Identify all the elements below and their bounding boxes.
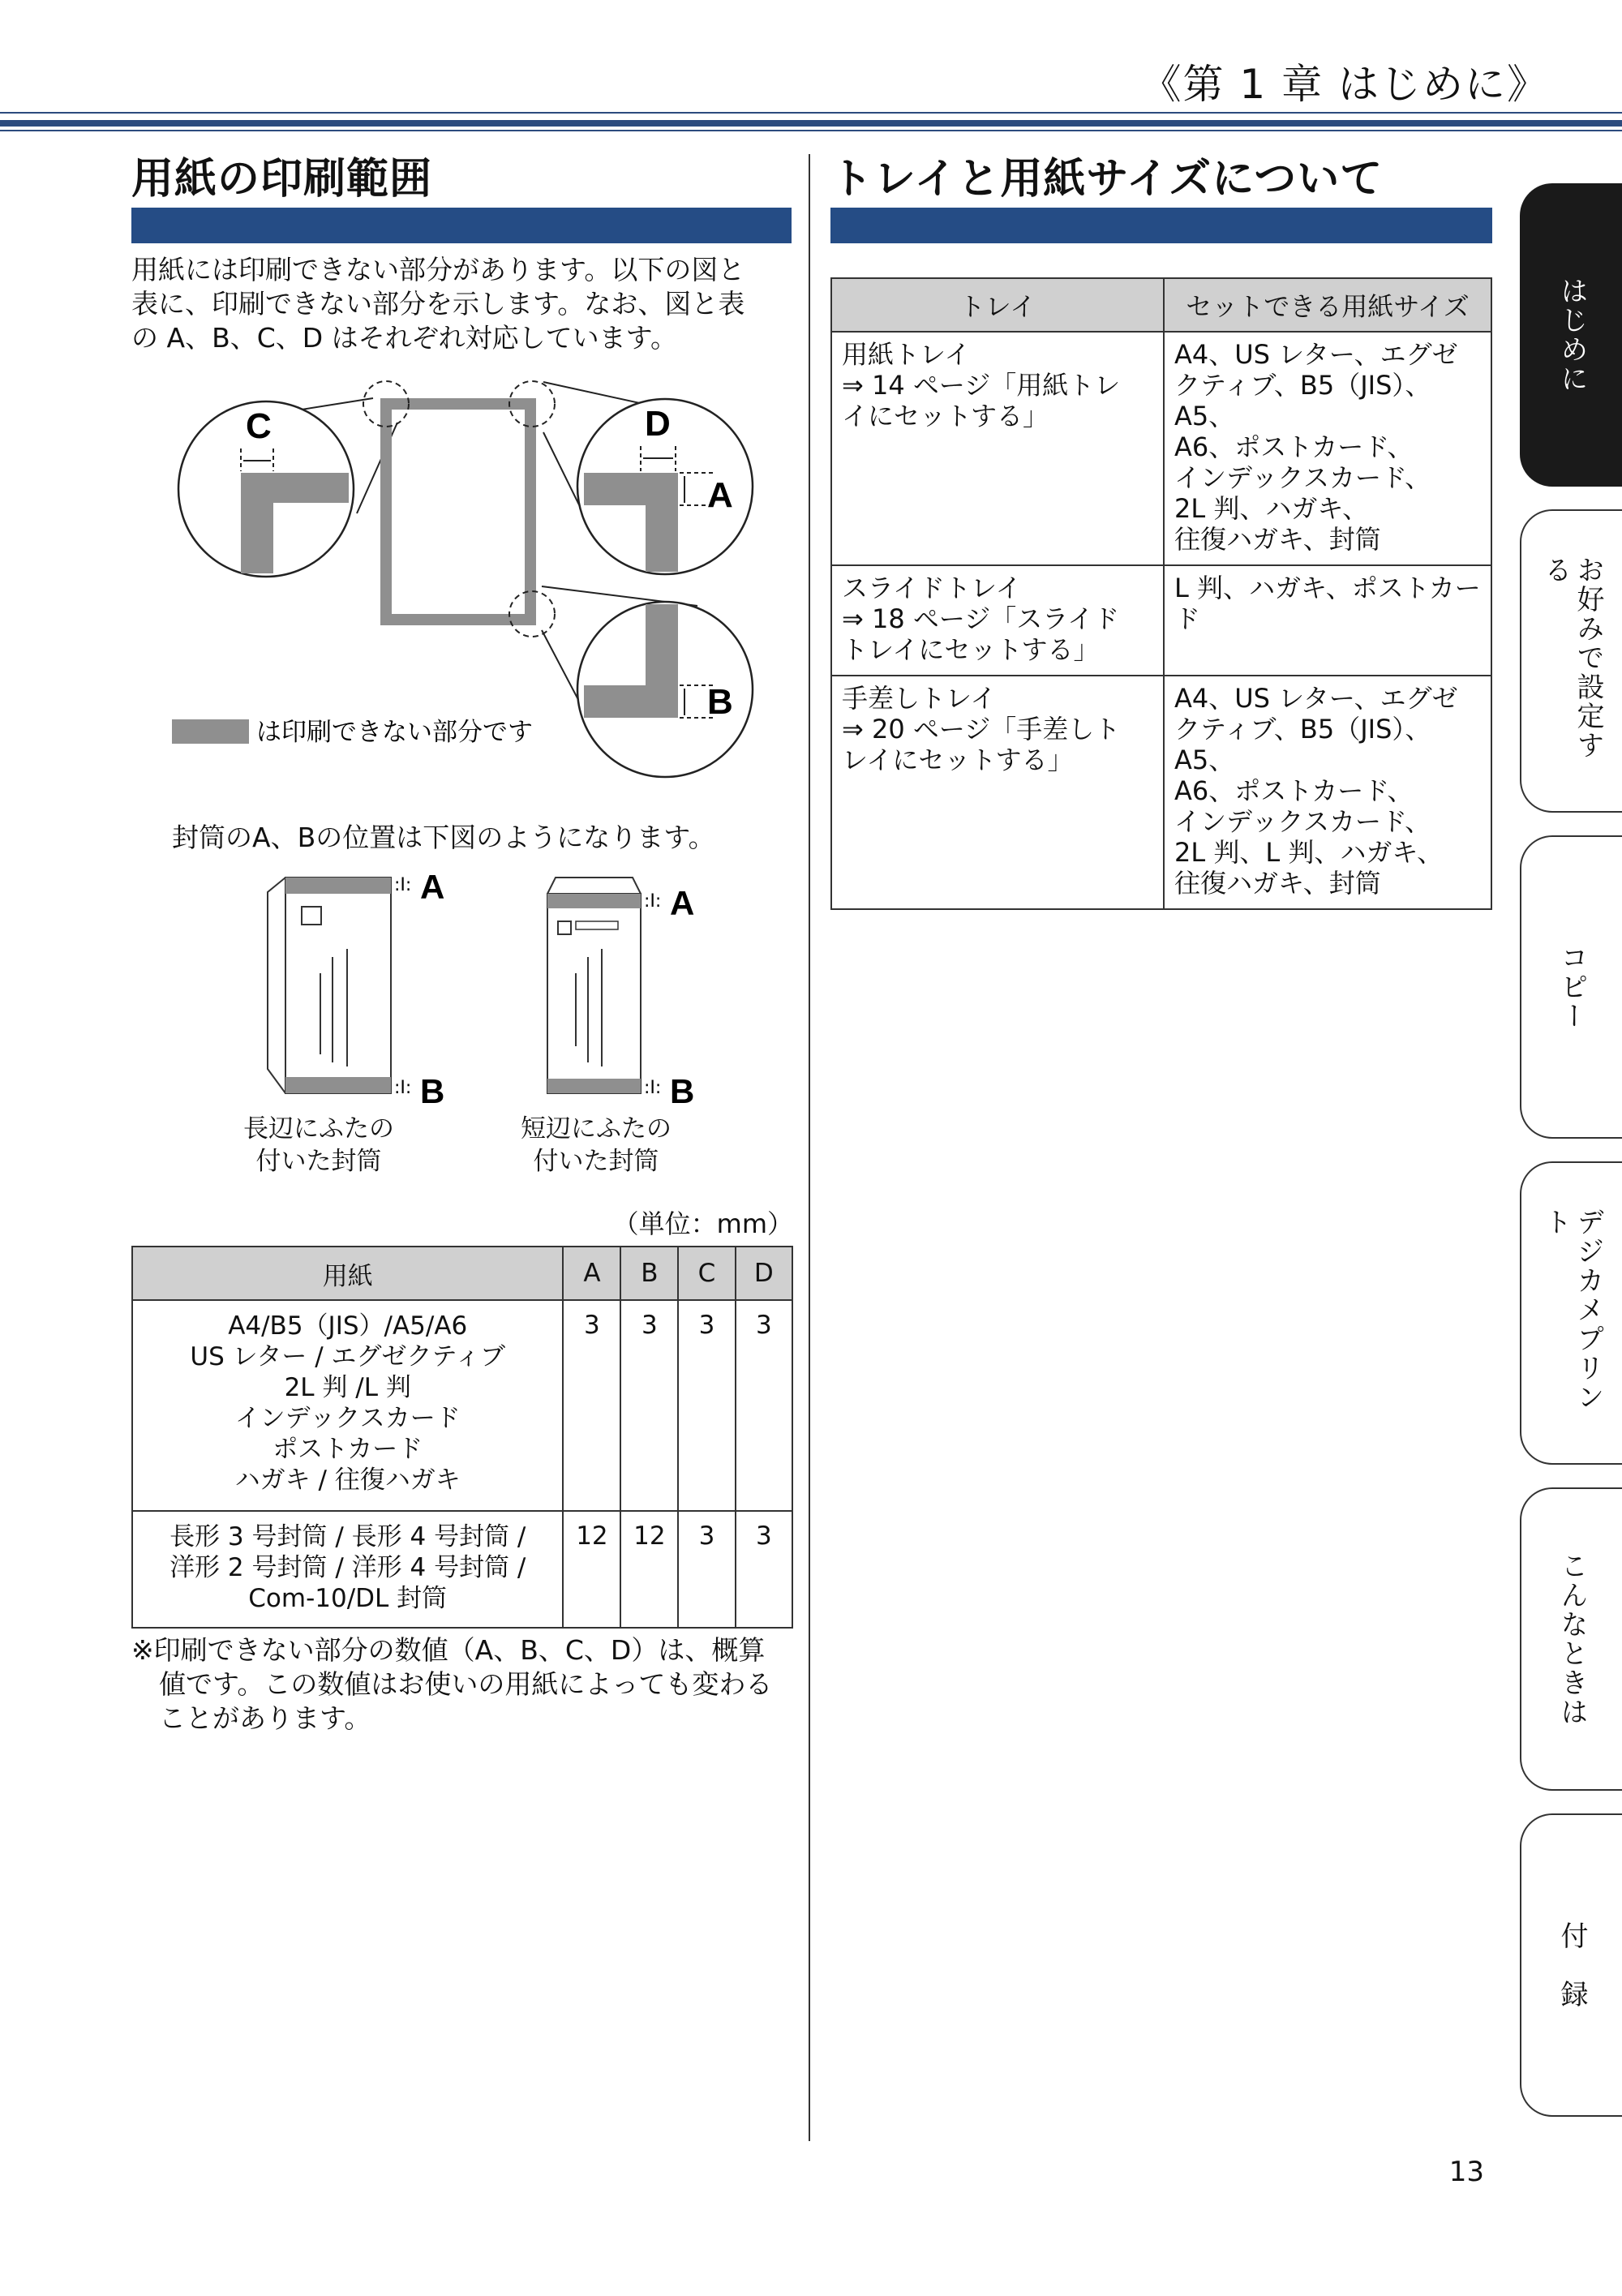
envelope-label-a: A (420, 868, 445, 906)
envelope-short (547, 894, 641, 1093)
caption-line: 長辺にふたの (243, 1114, 394, 1144)
note-line: ※印刷できない部分の数値（A、B、C、D）は、概算 (131, 1634, 766, 1666)
envelope-label-b: B (420, 1072, 445, 1103)
intro-text (131, 253, 796, 355)
legend-text: は印刷できない部分です (256, 718, 533, 747)
envelope-diagram (251, 868, 722, 1103)
envelope-label-a: A (670, 884, 695, 922)
tray-line: イにセットする」 (842, 401, 1049, 431)
value-cell: 12 (620, 1511, 678, 1628)
section-title-tray: トレイと用紙サイズについて (830, 155, 1384, 204)
svg-text::I:: :I: (394, 1078, 412, 1098)
tab-label: こんなときは (1555, 1551, 1588, 1727)
tray-line: スライドトレイ (842, 573, 1022, 603)
column-header: C (678, 1247, 735, 1300)
header-rule-lower (0, 130, 1622, 131)
tray-table (830, 277, 1492, 910)
label-a: A (707, 475, 733, 515)
table-row (132, 1300, 792, 1511)
section-title-print-area: 用紙の印刷範囲 (131, 155, 433, 204)
tray-line: 手差しトレイ (842, 683, 997, 714)
header-rule-thick (0, 120, 1622, 127)
sizes-cell (1164, 332, 1491, 565)
table-header-row (831, 278, 1491, 332)
tray-line: ⇒ 14 ページ「用紙トレ (842, 370, 1121, 401)
column-header: A (563, 1247, 620, 1300)
paper-line: A4/B5（JIS）/A5/A6 (228, 1311, 468, 1341)
envelope-caption: 封筒のA、Bの位置は下図のようになります。 (172, 822, 715, 853)
tray-line: トレイにセットする」 (842, 634, 1100, 665)
paper-line: US レター / エグゼクティブ (190, 1342, 506, 1371)
envelope-label-b: B (670, 1072, 695, 1103)
size-line: A4、US レター、エグゼ (1174, 339, 1458, 370)
chapter-title: 《第 1 章 はじめに》 (1140, 61, 1549, 108)
label-b: B (707, 682, 733, 722)
value-cell: 3 (563, 1300, 620, 1511)
value-cell: 3 (678, 1511, 735, 1628)
paper-outline (386, 404, 530, 620)
tray-line: レイにセットする」 (842, 745, 1074, 775)
paper-cell (132, 1511, 563, 1628)
paper-cell (132, 1300, 563, 1511)
value-cell: 12 (563, 1511, 620, 1628)
table-row (831, 565, 1491, 676)
tray-line: ⇒ 18 ページ「スライド (842, 603, 1120, 634)
margin-table (131, 1246, 793, 1629)
section-title-bar (131, 208, 792, 243)
header-rule (0, 112, 1622, 114)
table-header-row (132, 1247, 792, 1300)
column-divider (809, 154, 810, 2141)
column-header: トレイ (831, 278, 1164, 332)
paper-line: 長形 3 号封筒 / 長形 4 号封筒 / (169, 1522, 526, 1551)
value-cell: 3 (736, 1300, 792, 1511)
envelope-long-caption (243, 1113, 394, 1178)
envelope-short-caption (521, 1113, 672, 1178)
value-cell: 3 (678, 1300, 735, 1511)
value-cell: 3 (736, 1511, 792, 1628)
caption-line: 短辺にふたの (521, 1114, 672, 1144)
tray-cell (831, 676, 1164, 909)
tab-copy[interactable] (1520, 835, 1622, 1139)
table-row (831, 332, 1491, 565)
sizes-cell (1164, 676, 1491, 909)
size-line: 2L 判、ハガキ、 (1174, 493, 1369, 524)
table-row (831, 676, 1491, 909)
size-line: インデックスカード、 (1174, 462, 1431, 493)
size-line: クティブ、B5（JIS）、A5、 (1174, 370, 1431, 431)
tab-photo-print[interactable] (1520, 1161, 1622, 1465)
size-line: 2L 判、L 判、ハガキ、 (1174, 837, 1444, 868)
unit-label: （単位：mm） (612, 1208, 793, 1239)
size-line: A6、ポストカード、 (1174, 431, 1414, 462)
size-line: 往復ハガキ、封筒 (1174, 868, 1381, 899)
svg-text::I:: :I: (644, 891, 662, 912)
caption-line: 付いた封筒 (533, 1147, 659, 1176)
paper-line: ハガキ / 往復ハガキ (234, 1466, 461, 1495)
size-line: L 判、ハガキ、ポストカード (1174, 573, 1481, 634)
tab-introduction[interactable] (1520, 183, 1622, 487)
size-line: A4、US レター、エグゼ (1174, 683, 1458, 714)
paper-line: 2L 判 /L 判 (284, 1373, 411, 1402)
intro-line: の A、B、C、D はそれぞれ対応しています。 (131, 322, 678, 354)
print-area-diagram (162, 369, 779, 799)
page-number: 13 (1448, 2156, 1484, 2188)
svg-text::I:: :I: (394, 875, 412, 895)
tray-cell (831, 332, 1164, 565)
svg-text::I:: :I: (644, 1078, 662, 1098)
note-line: ことがあります。 (159, 1702, 371, 1734)
tab-label: お好みで設定する (1539, 556, 1604, 760)
tray-line: 用紙トレイ (842, 339, 971, 370)
sizes-cell (1164, 565, 1491, 676)
envelope-flap (547, 878, 641, 894)
paper-line: Com-10/DL 封筒 (248, 1584, 448, 1613)
value-cell: 3 (620, 1300, 678, 1511)
tab-troubleshooting[interactable] (1520, 1487, 1622, 1791)
section-title-bar (830, 208, 1492, 243)
size-line: インデックスカード、 (1174, 806, 1431, 837)
size-line: クティブ、B5（JIS）、A5、 (1174, 714, 1431, 775)
paper-line: ポストカード (272, 1435, 423, 1464)
column-header: 用紙 (132, 1247, 563, 1300)
tab-label: 付 録 (1555, 1921, 1588, 2009)
column-header: D (736, 1247, 792, 1300)
column-header: セットできる用紙サイズ (1164, 278, 1491, 332)
envelope-flap (268, 878, 285, 1093)
tray-cell (831, 565, 1164, 676)
tab-label: デジカメプリント (1539, 1208, 1604, 1412)
tab-settings[interactable] (1520, 509, 1622, 813)
tab-label: コピー (1555, 943, 1588, 1031)
tray-line: ⇒ 20 ページ「手差しト (842, 714, 1121, 745)
label-d: D (645, 404, 671, 444)
table-row (132, 1511, 792, 1628)
size-line: 往復ハガキ、封筒 (1174, 524, 1381, 555)
paper-line: インデックスカード (234, 1404, 461, 1433)
label-c: C (246, 406, 272, 446)
table-note (131, 1633, 805, 1736)
legend-swatch (172, 719, 249, 744)
column-header: B (620, 1247, 678, 1300)
size-line: A6、ポストカード、 (1174, 775, 1414, 806)
intro-line: 用紙には印刷できない部分があります。以下の図と (131, 254, 745, 285)
intro-line: 表に、印刷できない部分を示します。なお、図と表 (131, 288, 745, 320)
note-line: 値です。この数値はお使いの用紙によっても変わる (159, 1668, 773, 1700)
tab-label: はじめに (1555, 277, 1588, 393)
paper-line: 洋形 2 号封筒 / 洋形 4 号封筒 / (169, 1553, 526, 1582)
caption-line: 付いた封筒 (255, 1147, 382, 1176)
tab-appendix[interactable] (1520, 1813, 1622, 2117)
